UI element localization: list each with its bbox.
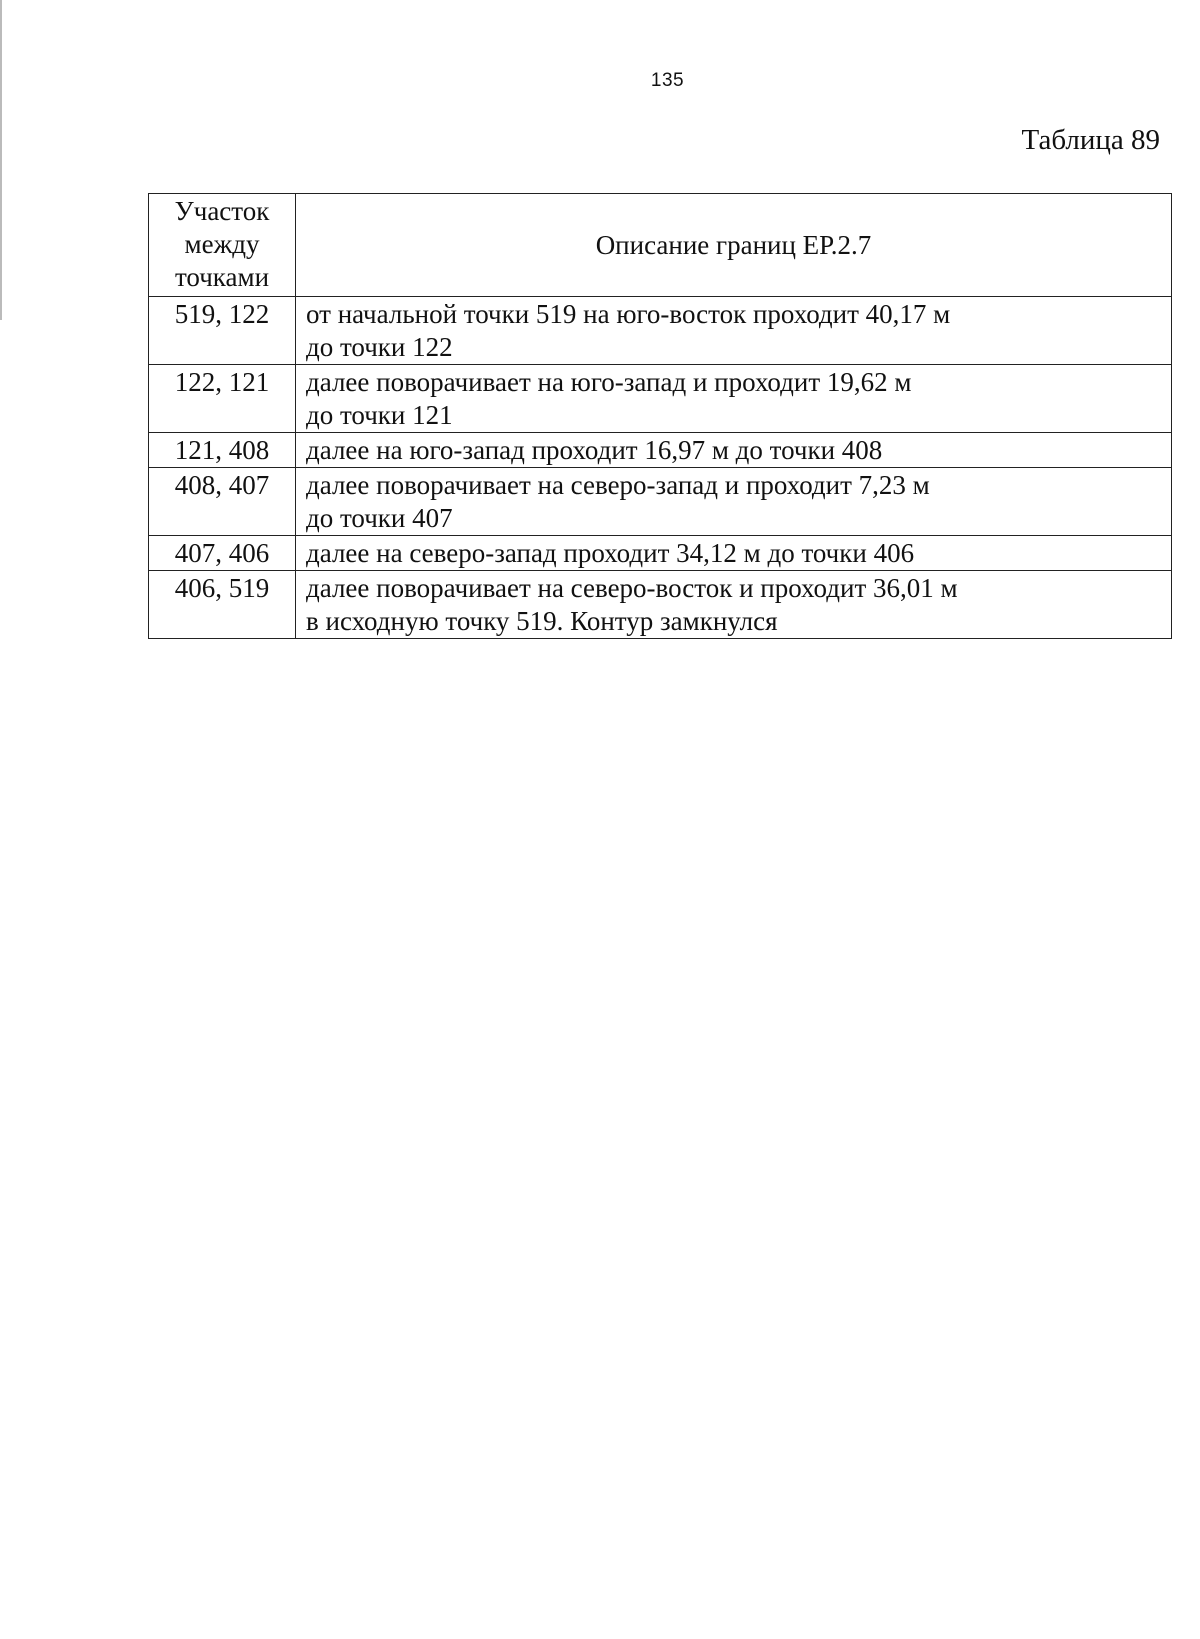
header-points-line: точками bbox=[174, 262, 270, 292]
header-points-line: Участок bbox=[174, 196, 270, 226]
header-points-line: между bbox=[184, 229, 260, 259]
table-header bbox=[149, 194, 1172, 297]
row-points: 519, 122 bbox=[149, 297, 296, 365]
row-description bbox=[296, 297, 1172, 365]
table-row bbox=[149, 571, 1172, 639]
table-row bbox=[149, 297, 1172, 365]
row-points: 407, 406 bbox=[149, 536, 296, 571]
description-line: далее поворачивает на северо-восток и проходит 36,01 м bbox=[306, 573, 958, 603]
row-points: 408, 407 bbox=[149, 468, 296, 536]
row-description bbox=[296, 536, 1172, 571]
row-description bbox=[296, 468, 1172, 536]
scan-edge-line bbox=[0, 0, 2, 320]
table-row bbox=[149, 468, 1172, 536]
description-line: от начальной точки 519 на юго-восток проходит 40,17 м bbox=[306, 299, 951, 329]
row-description bbox=[296, 433, 1172, 468]
description-line: до точки 122 bbox=[306, 332, 453, 362]
boundary-description-table bbox=[148, 193, 1172, 639]
row-description bbox=[296, 365, 1172, 433]
description-line: в исходную точку 519. Контур замкнулся bbox=[306, 606, 778, 636]
row-description bbox=[296, 571, 1172, 639]
table-row bbox=[149, 536, 1172, 571]
table-caption: Таблица 89 bbox=[1021, 124, 1160, 156]
description-line: до точки 121 bbox=[306, 400, 453, 430]
header-description: Описание границ ЕР.2.7 bbox=[296, 194, 1172, 297]
description-line: до точки 407 bbox=[306, 503, 453, 533]
row-points: 121, 408 bbox=[149, 433, 296, 468]
row-points: 406, 519 bbox=[149, 571, 296, 639]
description-line: далее поворачивает на юго-запад и проходит 19,62 м bbox=[306, 367, 912, 397]
table-row bbox=[149, 433, 1172, 468]
page-number: 135 bbox=[650, 70, 685, 91]
header-row bbox=[149, 194, 1172, 297]
row-points: 122, 121 bbox=[149, 365, 296, 433]
table-body bbox=[149, 297, 1172, 639]
description-line: далее на юго-запад проходит 16,97 м до точки 408 bbox=[306, 435, 883, 465]
description-line: далее на северо-запад проходит 34,12 м до точки 406 bbox=[306, 538, 915, 568]
table-row bbox=[149, 365, 1172, 433]
header-points bbox=[149, 194, 296, 297]
description-line: далее поворачивает на северо-запад и проходит 7,23 м bbox=[306, 470, 930, 500]
